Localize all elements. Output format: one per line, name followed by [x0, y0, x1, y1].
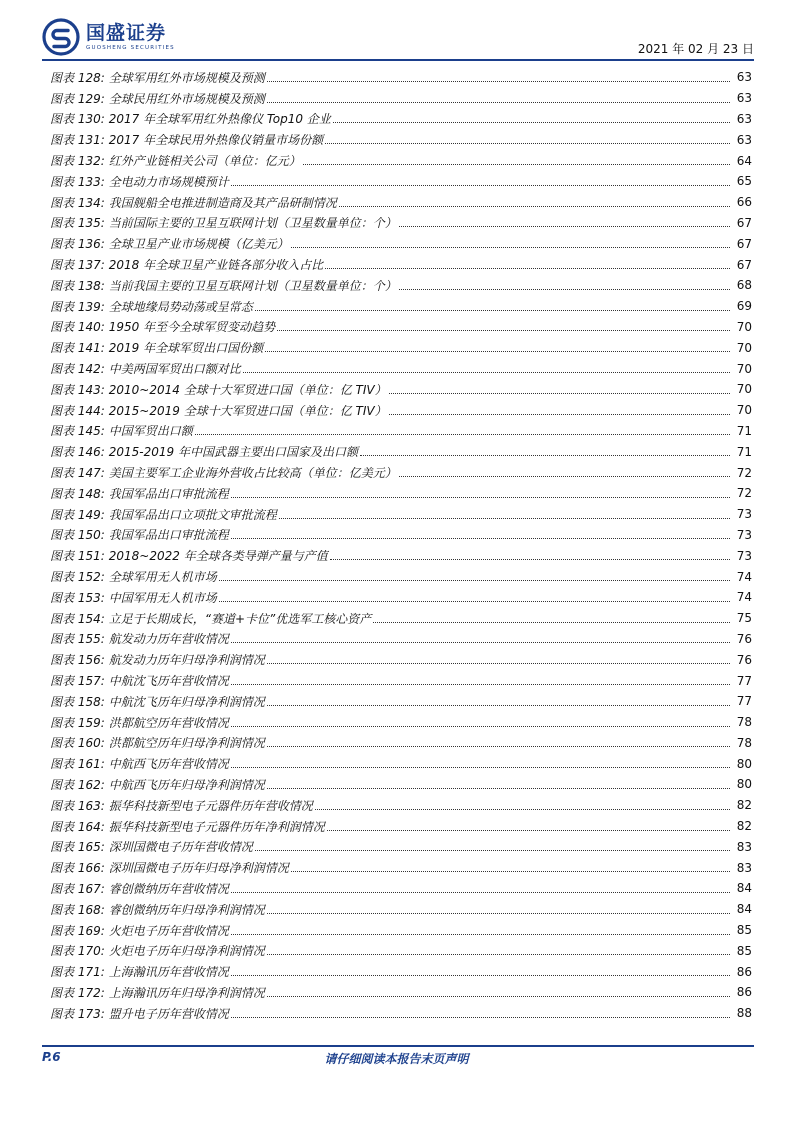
toc-entry[interactable]	[50, 358, 752, 379]
toc-entry-label: 图表 158:	[50, 694, 105, 709]
toc-leader-dots	[267, 663, 730, 664]
toc-leader-dots	[219, 601, 730, 602]
toc-entry-page: 80	[736, 777, 752, 792]
toc-entry[interactable]	[50, 150, 752, 171]
toc-entry-label: 图表 172:	[50, 985, 105, 1000]
toc-entry-label: 图表 143:	[50, 382, 105, 397]
toc-entry-label: 图表 149:	[50, 507, 105, 522]
toc-entry[interactable]	[50, 213, 752, 234]
toc-leader-dots	[333, 122, 730, 123]
toc-entry-page: 63	[736, 111, 752, 126]
toc-entry-label: 图表 135:	[50, 216, 105, 231]
toc-entry-title: 全球军用无人机市场	[108, 570, 217, 585]
toc-entry-page: 85	[736, 943, 752, 958]
toc-entry[interactable]	[50, 899, 752, 920]
toc-entry-page: 78	[736, 735, 752, 750]
toc-entry-title: 2015-2019 年中国武器主要出口国家及出口额	[108, 445, 358, 460]
toc-entry[interactable]	[50, 857, 752, 878]
toc-entry-title: 立足于长期成长，“赛道+卡位”优选军工核心资产	[108, 611, 372, 626]
figure-index-list	[50, 67, 752, 1024]
toc-entry-label: 图表 159:	[50, 715, 105, 730]
toc-entry-page: 67	[736, 236, 752, 251]
toc-entry-title: 中国军贸出口额	[108, 424, 193, 439]
toc-entry-page: 77	[736, 694, 752, 709]
toc-entry-label: 图表 130:	[50, 112, 105, 127]
toc-entry-label: 图表 136:	[50, 237, 105, 252]
toc-entry-page: 76	[736, 631, 752, 646]
toc-entry-page: 68	[736, 278, 752, 293]
toc-entry-label: 图表 167:	[50, 881, 105, 896]
toc-entry-label: 图表 132:	[50, 154, 105, 169]
toc-entry-label: 图表 145:	[50, 424, 105, 439]
toc-entry-title: 盟升电子历年营收情况	[108, 1006, 229, 1021]
toc-entry[interactable]	[50, 733, 752, 754]
toc-entry-page: 80	[736, 756, 752, 771]
toc-entry-page: 70	[736, 319, 752, 334]
toc-leader-dots	[291, 247, 730, 248]
toc-entry-label: 图表 164:	[50, 819, 105, 834]
toc-entry-label: 图表 169:	[50, 923, 105, 938]
toc-leader-dots	[327, 830, 730, 831]
toc-entry-title: 火炬电子历年营收情况	[108, 923, 229, 938]
toc-leader-dots	[399, 289, 730, 290]
toc-entry[interactable]	[50, 317, 752, 338]
toc-entry-label: 图表 129:	[50, 91, 105, 106]
toc-entry-title: 上海瀚讯历年归母净利润情况	[108, 985, 265, 1000]
toc-leader-dots	[389, 393, 730, 394]
toc-leader-dots	[339, 206, 730, 207]
toc-leader-dots	[279, 518, 730, 519]
toc-entry[interactable]	[50, 982, 752, 1003]
toc-entry[interactable]	[50, 88, 752, 109]
toc-entry[interactable]	[50, 129, 752, 150]
toc-entry[interactable]	[50, 608, 752, 629]
toc-entry[interactable]	[50, 441, 752, 462]
toc-entry-page: 85	[736, 923, 752, 938]
toc-entry[interactable]	[50, 774, 752, 795]
toc-entry-page: 70	[736, 340, 752, 355]
toc-entry[interactable]	[50, 629, 752, 650]
toc-entry-title: 睿创微纳历年营收情况	[108, 881, 229, 896]
toc-entry[interactable]	[50, 483, 752, 504]
toc-entry-title: 洪都航空历年营收情况	[108, 715, 229, 730]
toc-entry[interactable]	[50, 961, 752, 982]
toc-leader-dots	[231, 497, 730, 498]
toc-entry-title: 深圳国微电子历年归母净利润情况	[108, 861, 289, 876]
toc-entry-title: 全球卫星产业市场规模（亿美元）	[108, 237, 289, 252]
toc-entry-title: 1950 年至今全球军贸变动趋势	[108, 320, 276, 335]
toc-entry-label: 图表 165:	[50, 840, 105, 855]
toc-leader-dots	[325, 143, 730, 144]
toc-leader-dots	[399, 226, 730, 227]
toc-entry-page: 84	[736, 881, 752, 896]
toc-leader-dots	[389, 414, 730, 415]
toc-entry-label: 图表 148:	[50, 486, 105, 501]
toc-entry-label: 图表 139:	[50, 299, 105, 314]
toc-leader-dots	[255, 310, 730, 311]
toc-entry[interactable]	[50, 670, 752, 691]
toc-entry[interactable]	[50, 587, 752, 608]
toc-entry[interactable]	[50, 566, 752, 587]
toc-entry-page: 70	[736, 361, 752, 376]
toc-entry-label: 图表 151:	[50, 549, 105, 564]
toc-entry-label: 图表 161:	[50, 757, 105, 772]
toc-leader-dots	[399, 476, 730, 477]
toc-leader-dots	[195, 434, 730, 435]
toc-entry-label: 图表 160:	[50, 736, 105, 751]
toc-entry-page: 73	[736, 507, 752, 522]
brand-logo	[42, 18, 175, 56]
toc-entry-title: 2019 年全球军贸出口国份额	[108, 341, 264, 356]
toc-entry-label: 图表 163:	[50, 798, 105, 813]
toc-leader-dots	[231, 538, 730, 539]
toc-entry-label: 图表 168:	[50, 902, 105, 917]
toc-entry[interactable]	[50, 649, 752, 670]
toc-leader-dots	[231, 934, 730, 935]
toc-entry-page: 71	[736, 444, 752, 459]
toc-entry-title: 当前国际主要的卫星互联网计划（卫星数量单位：个）	[108, 216, 397, 231]
toc-leader-dots	[277, 330, 730, 331]
toc-entry[interactable]	[50, 940, 752, 961]
toc-entry-page: 67	[736, 257, 752, 272]
toc-entry[interactable]	[50, 233, 752, 254]
toc-entry[interactable]	[50, 920, 752, 941]
toc-entry-label: 图表 152:	[50, 570, 105, 585]
toc-entry[interactable]	[50, 753, 752, 774]
toc-entry-label: 图表 171:	[50, 965, 105, 980]
toc-entry-title: 全球民用红外市场规模及预测	[108, 91, 265, 106]
toc-entry-label: 图表 141:	[50, 341, 105, 356]
toc-leader-dots	[267, 788, 730, 789]
toc-entry-page: 82	[736, 798, 752, 813]
toc-entry[interactable]	[50, 275, 752, 296]
toc-entry-label: 图表 142:	[50, 362, 105, 377]
toc-leader-dots	[231, 1017, 730, 1018]
toc-entry-title: 航发动力历年营收情况	[108, 632, 229, 647]
toc-entry-title: 中航西飞历年归母净利润情况	[108, 777, 265, 792]
toc-entry[interactable]	[50, 712, 752, 733]
toc-entry-label: 图表 138:	[50, 278, 105, 293]
toc-entry-title: 我国军品出口审批流程	[108, 486, 229, 501]
toc-entry-title: 2015~2019 全球十大军贸进口国（单位：亿 TIV）	[108, 403, 387, 418]
toc-entry-page: 74	[736, 590, 752, 605]
toc-entry[interactable]	[50, 67, 752, 88]
toc-entry-label: 图表 162:	[50, 777, 105, 792]
toc-leader-dots	[267, 913, 730, 914]
toc-entry-page: 83	[736, 839, 752, 854]
toc-entry[interactable]	[50, 504, 752, 525]
toc-entry-title: 2018 年全球卫星产业链各部分收入占比	[108, 258, 324, 273]
toc-entry-title: 振华科技新型电子元器件历年净利润情况	[108, 819, 325, 834]
page-header	[42, 18, 754, 56]
toc-entry-page: 73	[736, 548, 752, 563]
toc-entry-page: 77	[736, 673, 752, 688]
toc-entry-title: 我国军品出口审批流程	[108, 528, 229, 543]
toc-entry-title: 全电动力市场规模预计	[108, 174, 229, 189]
footer-divider	[42, 1045, 754, 1047]
toc-entry-label: 图表 170:	[50, 944, 105, 959]
toc-entry-label: 图表 173:	[50, 1006, 105, 1021]
toc-entry-label: 图表 155:	[50, 632, 105, 647]
toc-entry-page: 78	[736, 715, 752, 730]
toc-leader-dots	[267, 746, 730, 747]
toc-leader-dots	[255, 850, 730, 851]
toc-entry-page: 73	[736, 527, 752, 542]
toc-leader-dots	[243, 372, 730, 373]
toc-entry-page: 88	[736, 1006, 752, 1021]
toc-leader-dots	[303, 164, 730, 165]
toc-entry-label: 图表 133:	[50, 174, 105, 189]
toc-entry[interactable]	[50, 109, 752, 130]
toc-entry-page: 76	[736, 652, 752, 667]
toc-entry[interactable]	[50, 192, 752, 213]
toc-leader-dots	[267, 102, 730, 103]
toc-entry-title: 全球军用红外市场规模及预测	[108, 70, 265, 85]
toc-leader-dots	[231, 892, 730, 893]
toc-entry-page: 63	[736, 70, 752, 85]
toc-entry[interactable]	[50, 254, 752, 275]
toc-leader-dots	[291, 871, 730, 872]
toc-entry-label: 图表 157:	[50, 674, 105, 688]
toc-entry-label: 图表 128:	[50, 70, 105, 85]
toc-entry[interactable]	[50, 878, 752, 899]
page-number: P.6	[42, 1050, 61, 1064]
toc-entry-page: 67	[736, 215, 752, 230]
toc-entry-title: 2017 年全球军用红外热像仪 Top10 企业	[108, 112, 331, 127]
toc-entry-title: 睿创微纳历年归母净利润情况	[108, 902, 265, 917]
toc-entry-page: 66	[736, 195, 752, 210]
toc-leader-dots	[267, 996, 730, 997]
toc-entry-label: 图表 150:	[50, 528, 105, 543]
toc-entry-title: 我国军品出口立项批文审批流程	[108, 507, 277, 522]
toc-leader-dots	[330, 559, 730, 560]
toc-entry-label: 图表 140:	[50, 320, 105, 335]
toc-entry[interactable]	[50, 379, 752, 400]
toc-entry-page: 86	[736, 964, 752, 979]
toc-entry-page: 72	[736, 465, 752, 480]
toc-entry[interactable]	[50, 795, 752, 816]
toc-entry-title: 振华科技新型电子元器件历年营收情况	[108, 798, 313, 813]
toc-entry-label: 图表 156:	[50, 653, 105, 668]
toc-entry-title: 上海瀚讯历年营收情况	[108, 965, 229, 980]
toc-entry[interactable]	[50, 462, 752, 483]
toc-leader-dots	[315, 809, 730, 810]
toc-leader-dots	[267, 81, 730, 82]
toc-leader-dots	[265, 351, 730, 352]
toc-entry[interactable]	[50, 525, 752, 546]
toc-entry[interactable]	[50, 421, 752, 442]
toc-entry-title: 火炬电子历年归母净利润情况	[108, 944, 265, 959]
report-date: 2021 年 02 月 23 日	[637, 42, 754, 56]
toc-entry-page: 70	[736, 382, 752, 397]
toc-entry-label: 图表 131:	[50, 133, 105, 148]
brand-name-cn: 国盛证券	[86, 22, 167, 44]
toc-entry[interactable]	[50, 400, 752, 421]
toc-entry-title: 美国主要军工企业海外营收占比较高（单位：亿美元）	[108, 466, 397, 481]
toc-leader-dots	[373, 622, 730, 623]
toc-leader-dots	[231, 185, 730, 186]
toc-entry-title: 中国军用无人机市场	[108, 590, 217, 605]
toc-leader-dots	[219, 580, 730, 581]
toc-entry-label: 图表 147:	[50, 466, 105, 481]
toc-entry[interactable]	[50, 816, 752, 837]
disclaimer-note: 请仔细阅读本报告末页声明	[324, 1052, 469, 1066]
toc-leader-dots	[231, 767, 730, 768]
toc-leader-dots	[267, 705, 730, 706]
toc-entry-page: 86	[736, 985, 752, 1000]
toc-entry-page: 82	[736, 819, 752, 834]
toc-entry-page: 63	[736, 91, 752, 106]
toc-entry-page: 70	[736, 403, 752, 418]
toc-entry-title: 2018~2022 年全球各类导弹产量与产值	[108, 549, 328, 564]
toc-entry-title: 中航西飞历年营收情况	[108, 757, 229, 772]
toc-entry-page: 65	[736, 174, 752, 189]
toc-entry-page: 71	[736, 423, 752, 438]
toc-entry-page: 84	[736, 902, 752, 917]
toc-entry-title: 当前我国主要的卫星互联网计划（卫星数量单位：个）	[108, 278, 397, 293]
toc-entry-label: 图表 144:	[50, 403, 105, 418]
toc-leader-dots	[231, 642, 730, 643]
toc-entry[interactable]	[50, 171, 752, 192]
toc-entry-title: 航发动力历年归母净利润情况	[108, 653, 265, 668]
toc-leader-dots	[325, 268, 730, 269]
toc-leader-dots	[360, 455, 730, 456]
toc-entry[interactable]	[50, 296, 752, 317]
toc-entry-title: 红外产业链相关公司（单位：亿元）	[108, 154, 301, 169]
toc-entry-label: 图表 153:	[50, 590, 105, 605]
toc-entry[interactable]	[50, 1003, 752, 1024]
toc-entry-page: 83	[736, 860, 752, 875]
toc-entry-page: 74	[736, 569, 752, 584]
toc-entry-page: 75	[736, 611, 752, 626]
toc-entry-title: 我国舰船全电推进制造商及其产品研制情况	[108, 195, 337, 210]
toc-entry[interactable]	[50, 337, 752, 358]
brand-name-en: GUOSHENG SECURITIES	[86, 45, 175, 51]
toc-entry-title: 深圳国微电子历年营收情况	[108, 840, 253, 855]
guosheng-logo-icon	[42, 18, 80, 56]
toc-leader-dots	[231, 975, 730, 976]
toc-entry-page: 69	[736, 299, 752, 314]
toc-entry-title: 中航沈飞历年归母净利润情况	[108, 694, 265, 709]
header-divider	[42, 59, 754, 61]
toc-entry-title: 全球地缘局势动荡或呈常态	[108, 299, 253, 314]
toc-entry-title: 洪都航空历年归母净利润情况	[108, 736, 265, 751]
toc-entry-page: 64	[736, 153, 752, 168]
toc-entry-title: 中美两国军贸出口额对比	[108, 362, 241, 377]
toc-leader-dots	[267, 954, 730, 955]
toc-leader-dots	[231, 684, 730, 685]
toc-entry-title: 2017 年全球民用外热像仪销量市场份额	[108, 133, 324, 148]
toc-entry-label: 图表 166:	[50, 861, 105, 876]
toc-entry-title: 2010~2014 全球十大军贸进口国（单位：亿 TIV）	[108, 382, 387, 397]
toc-entry-title: 中航沈飞历年营收情况	[108, 674, 229, 688]
toc-entry-label: 图表 137:	[50, 258, 105, 273]
toc-entry-label: 图表 134:	[50, 195, 105, 210]
toc-entry[interactable]	[50, 836, 752, 857]
toc-entry-label: 图表 146:	[50, 445, 105, 460]
toc-leader-dots	[231, 726, 730, 727]
toc-entry[interactable]	[50, 545, 752, 566]
toc-entry[interactable]	[50, 691, 752, 712]
toc-entry-page: 72	[736, 486, 752, 501]
toc-entry-page: 63	[736, 132, 752, 147]
toc-entry-label: 图表 154:	[50, 611, 105, 626]
